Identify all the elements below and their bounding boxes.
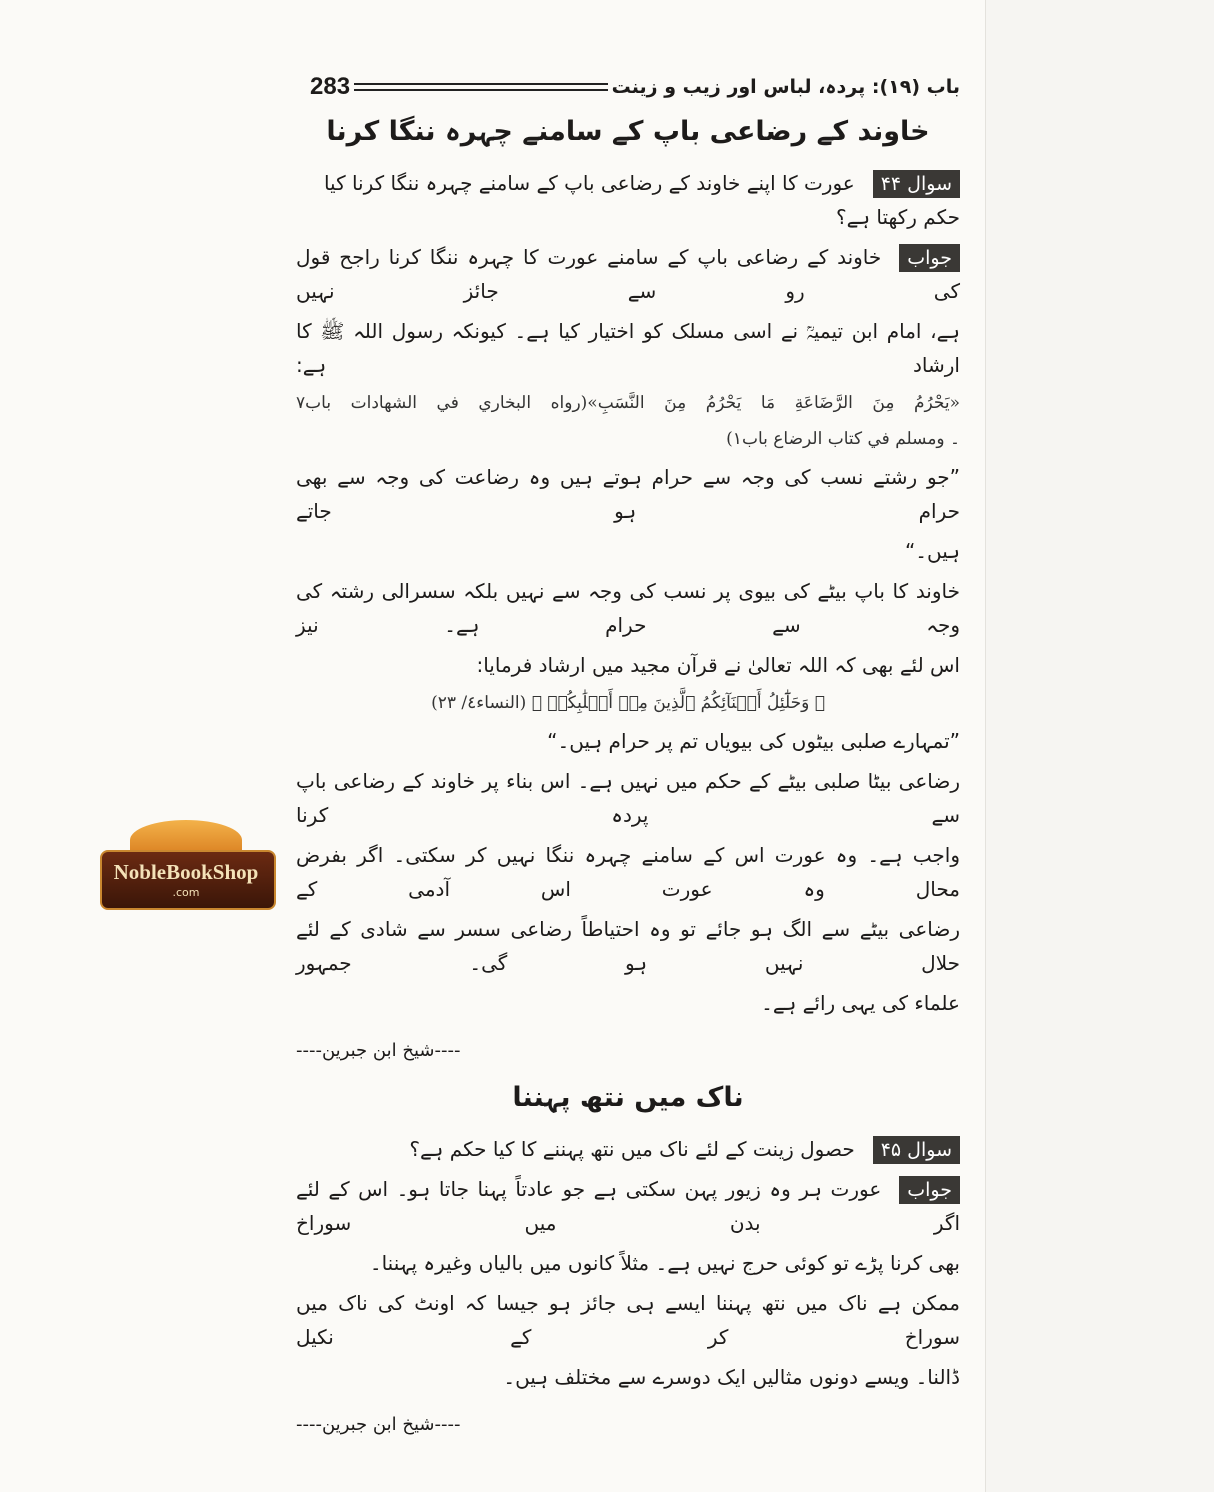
- question-45: [296, 1132, 960, 1166]
- paragraph-line: رضاعی بیٹا صلبی بیٹے کے حکم میں نہیں ہے۔ اس بناء پر خاوند کے رضاعی باپ سے پردہ کرنا: [296, 769, 960, 827]
- question-44: [296, 166, 960, 234]
- answer-line: جوابعورت ہر وہ زیور پہن سکتی ہے جو عادتاً پہنا جاتا ہو۔ اس کے لئے اگر بدن میں سوراخ: [296, 1177, 960, 1235]
- hadith-arabic: «يَحْرُمُ مِنَ الرَّضَاعَةِ مَا يَحْرُمُ مِنَ النَّسَبِ»(رواه البخاري في الشهادات باب٧: [296, 393, 960, 413]
- answer-label: جواب: [899, 1176, 960, 1204]
- paragraph-line: خاوند کا باپ بیٹے کی بیوی پر نسب کی وجہ سے نہیں بلکہ سسرالی رشتہ کی وجہ سے حرام ہے۔ نیز: [296, 579, 960, 637]
- hadith-reference: ۔ ومسلم في كتاب الرضاع باب١): [726, 429, 960, 449]
- answer-line: بھی کرنا پڑے تو کوئی حرج نہیں ہے۔ مثلاً کانوں میں بالیاں وغیرہ پہننا۔: [369, 1251, 960, 1275]
- hadith-translation: ”جو رشتے نسب کی وجہ سے حرام ہوتے ہیں وہ رضاعت کی وجہ سے بھی حرام ہو جاتے: [296, 465, 960, 523]
- section-title: ناک میں نتھ پہننا: [512, 1082, 744, 1113]
- paragraph-line: اس لئے بھی کہ اللہ تعالیٰ نے قرآن مجید میں ارشاد فرمایا:: [476, 653, 960, 677]
- logo-name: NobleBookShop: [113, 860, 259, 884]
- signature: ----شیخ ابن جبرین----: [296, 1414, 461, 1435]
- paragraph-line: ممکن ہے ناک میں نتھ پہننا ایسے ہی جائز ہو جیسا کہ اونٹ کی ناک میں سوراخ کر کے نکیل: [296, 1291, 960, 1349]
- page-edge: [985, 0, 1214, 1492]
- page-number: 283: [310, 73, 351, 100]
- question-text: حصول زینت کے لئے ناک میں نتھ پہننے کا کیا حکم ہے؟: [409, 1137, 855, 1161]
- logo-suffix: .com: [172, 886, 200, 899]
- header-rule: [354, 83, 608, 91]
- section-title: خاوند کے رضاعی باپ کے سامنے چہرہ ننگا کرنا: [326, 116, 930, 147]
- verse-translation: ”تمہارے صلبی بیٹوں کی بیویاں تم پر حرام ہیں۔“: [547, 729, 960, 753]
- signature: ----شیخ ابن جبرین----: [296, 1040, 461, 1061]
- paragraph-line: علماء کی یہی رائے ہے۔: [761, 991, 960, 1015]
- chapter-title: باب (۱۹): پردہ، لباس اور زیب و زینت: [611, 76, 960, 98]
- question-text: عورت کا اپنے خاوند کے رضاعی باپ کے سامنے چہرہ ننگا کرنا کیا حکم رکھتا ہے؟: [323, 171, 960, 229]
- quran-verse: ﴿ وَحَلَٰٓئِلُ أَبۡنَآئِكُمُ ٱلَّذِينَ مِنۡ أَصۡلَٰبِكُمۡ ﴾ (النساء٤/ ٢٣): [431, 693, 825, 713]
- paragraph-line: رضاعی بیٹے سے الگ ہو جائے تو وہ احتیاطاً رضاعی سسر سے شادی کے لئے حلال نہیں ہو گی۔ جمہور: [296, 917, 960, 975]
- hadith-translation: ہیں۔“: [904, 539, 960, 563]
- answer-line: ہے، امام ابن تیمیہؒ نے اسی مسلک کو اختیار کیا ہے۔ کیونکہ رسول اللہ ﷺ کا ارشاد ہے:: [296, 319, 960, 377]
- question-label: سوال ۴۵: [873, 1136, 960, 1164]
- paragraph-line: واجب ہے۔ وہ عورت اس کے سامنے چہرہ ننگا نہیں کر سکتی۔ اگر بفرض محال وہ عورت اس آدمی کے: [296, 843, 960, 901]
- paragraph-line: ڈالنا۔ ویسے دونوں مثالیں ایک دوسرے سے مختلف ہیں۔: [503, 1365, 960, 1389]
- question-label: سوال ۴۴: [873, 170, 960, 198]
- answer-line: جوابخاوند کے رضاعی باپ کے سامنے عورت کا چہرہ ننگا کرنا راجح قول کی رو سے جائز نہیں: [296, 245, 960, 303]
- watermark-logo: [100, 820, 272, 912]
- text-column: [296, 0, 960, 1492]
- running-header: [310, 72, 960, 102]
- answer-label: جواب: [899, 244, 960, 272]
